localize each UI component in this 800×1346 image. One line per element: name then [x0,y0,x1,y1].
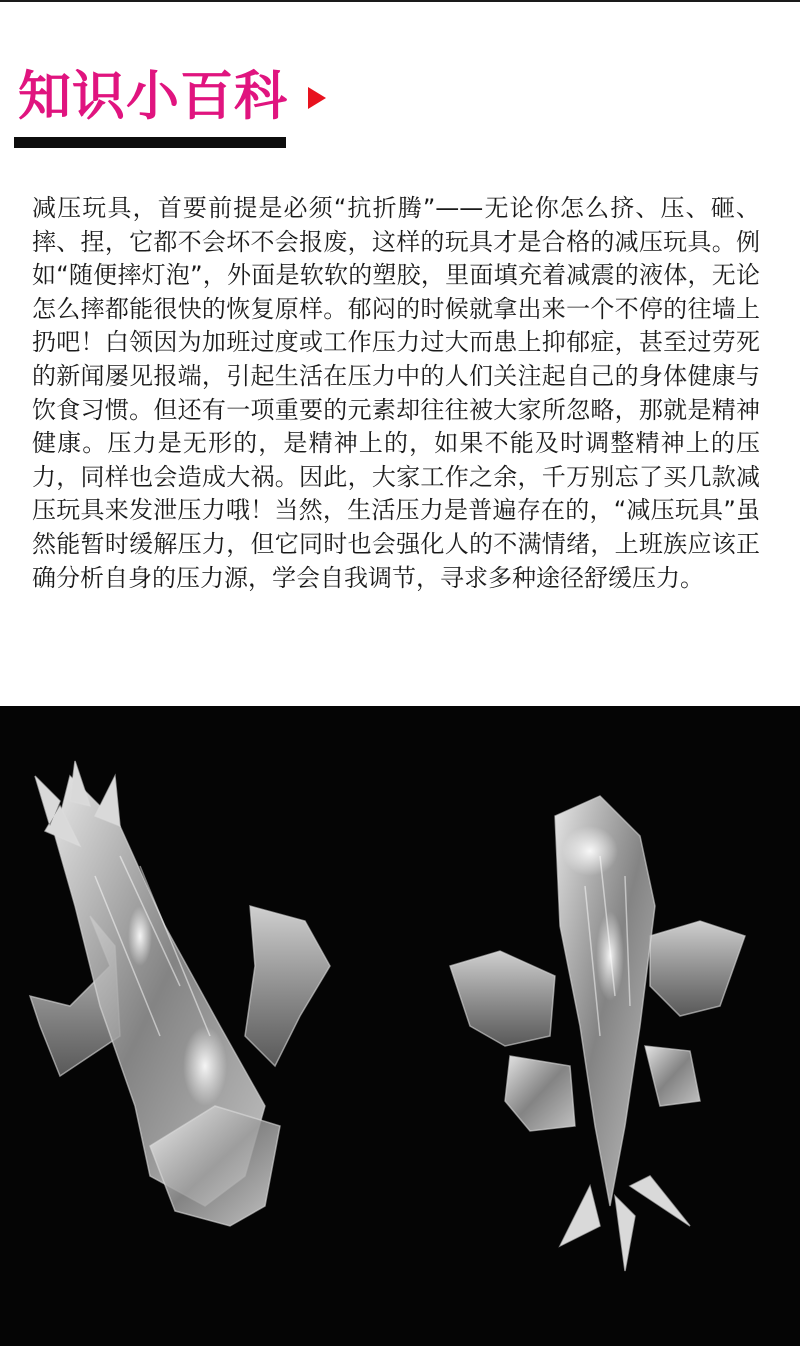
product-photo [0,706,800,1346]
article-body: 减压玩具，首要前提是必须“抗折腾”——无论你怎么挤、压、砸、摔、捏，它都不会坏不会报废，这样的玩具才是合格的减压玩具。例如“随便摔灯泡”，外面是软软的塑胶，里面填充着减震的液体，无论怎么摔都能很快的恢复原样。郁闷的时候就拿出来一个不停的往墙上扔吧！白领因为加班过度或工作压力过大而患上抑郁症，甚至过劳死的新闻屡见报端，引起生活在压力中的人们关注起自己的身体健康与饮食习惯。但还有一项重要的元素却往往被大家所忽略，那就是精神健康。压力是无形的，是精神上的，如果不能及时调整精神上的压力，同样也会造成大祸。因此，大家工作之余，千万别忘了买几款减压玩具来发泄压力哦！当然，生活压力是普遍存在的，“减压玩具”虽然能暂时缓解压力，但它同时也会强化人的不满情绪，上班族应该正确分析自身的压力源，学会自我调节，寻求多种途径舒缓压力。 [32,194,760,592]
dragon-toys-illustration [0,706,800,1346]
heading-underline [14,137,286,148]
section-heading [18,62,326,132]
section-title: 知识小百科 [18,66,288,127]
top-divider [0,0,800,2]
play-triangle-icon [308,87,326,109]
